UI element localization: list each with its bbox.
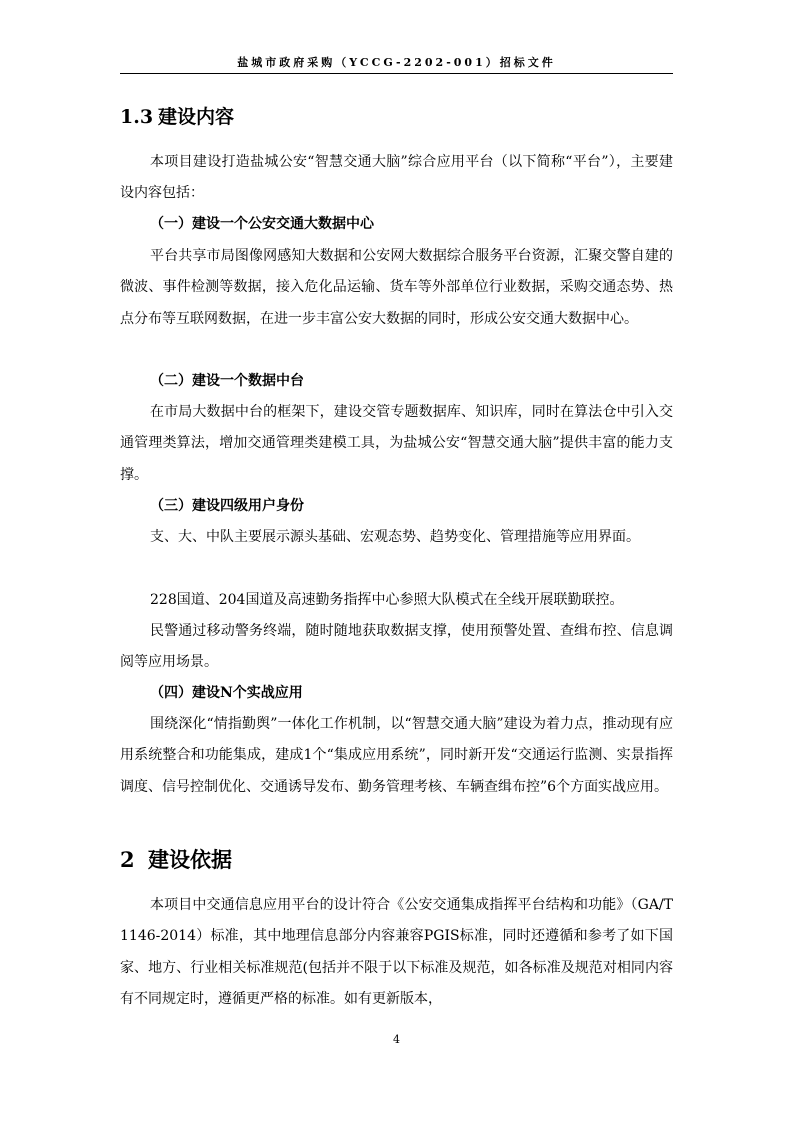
- section-2-number: 2: [120, 847, 135, 872]
- running-header: 盐城市政府采购（YCCG-2202-001）招标文件: [237, 56, 556, 69]
- section-1-3-number: 1.3: [120, 106, 154, 128]
- item-2-title: （二）建设一个数据中台: [150, 373, 304, 389]
- section-1-3-intro: 本项目建设打造盐城公安“智慧交通大脑”综合应用平台（以下简称“平台”），主要建设内容包括：: [120, 154, 673, 202]
- item-1-paragraph: 平台共享市局图像网感知大数据和公安网大数据综合服务平台资源，汇聚交警自建的微波、事件检测等数据，接入危化品运输、货车等外部单位行业数据，采购交通态势、热点分布等互联网数据，在进一步丰富公安大数据的同时，形成公安交通大数据中心。: [120, 248, 673, 327]
- header-rule: [120, 73, 673, 74]
- item-3-paragraph-1: 支、大、中队主要展示源头基础、宏观态势、趋势变化、管理措施等应用界面。: [150, 529, 640, 545]
- item-4-paragraph: 围绕深化“情指勤舆”一体化工作机制，以“智慧交通大脑”建设为着力点，推动现有应用系统整合和功能集成，建成1个“集成应用系统”，同时新开发“交通运行监测、实景指挥调度、信号控制优化、交通诱导发布、勤务管理考核、车辆查缉布控”6个方面实战应用。: [120, 716, 673, 795]
- item-3-paragraph-3: 民警通过移动警务终端，随时随地获取数据支撑，使用预警处置、查缉布控、信息调阅等应用场景。: [120, 623, 673, 671]
- section-1-3-heading: [120, 105, 234, 129]
- section-1-3-title: 建设内容: [158, 106, 235, 128]
- item-4-title: （四）建设N个实战应用: [150, 685, 303, 701]
- item-3-paragraph-2: 228国道、204国道及高速勤务指挥中心参照大队模式在全线开展联勤联控。: [150, 592, 624, 608]
- section-2-title: 建设依据: [148, 847, 232, 872]
- item-1-title: （一）建设一个公安交通大数据中心: [150, 216, 374, 232]
- page-number: 4: [393, 1033, 400, 1046]
- item-2-paragraph: 在市局大数据中台的框架下，建设交管专题数据库、知识库，同时在算法仓中引入交通管理类算法，增加交通管理类建模工具，为盐城公安“智慧交通大脑”提供丰富的能力支撑。: [120, 404, 673, 483]
- section-2-heading: [120, 847, 232, 873]
- section-2-paragraph: 本项目中交通信息应用平台的设计符合《公安交通集成指挥平台结构和功能》（GA/T 1146-2014）标准，其中地理信息部分内容兼容PGIS标准，同时还遵循和参考了如下国家、地方、行业相关标准规范(包括并不限于以下标准及规范，如各标准及规范对相同内容有不同规定时，遵循更严格的标准。如有更新版本，: [120, 897, 673, 1007]
- item-3-title: （三）建设四级用户身份: [150, 498, 304, 514]
